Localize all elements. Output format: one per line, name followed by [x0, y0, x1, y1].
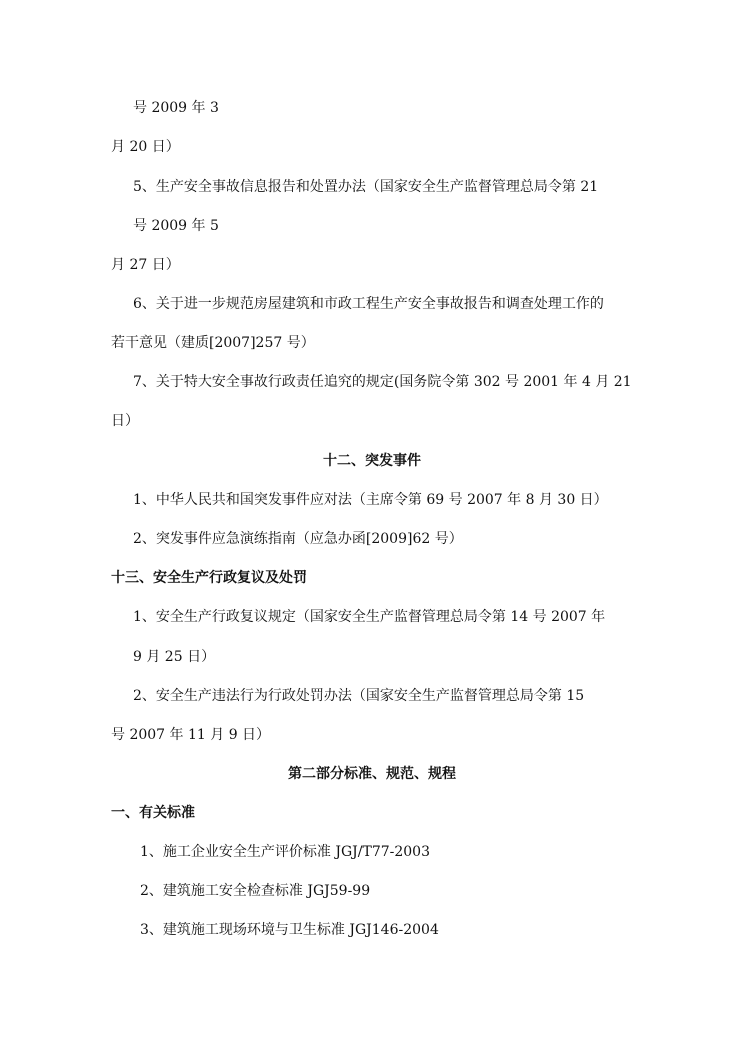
list-item: 2、突发事件应急演练指南（应急办函[2009]62 号）: [133, 531, 463, 547]
list-item: 2、建筑施工安全检查标准 JGJ59-99: [140, 883, 371, 899]
section-heading-12: 十二、突发事件: [323, 453, 421, 469]
text-line: 号 2007 年 11 月 9 日）: [111, 727, 271, 743]
text-line: 日）: [111, 413, 139, 429]
text-line: 9 月 25 日）: [133, 649, 216, 665]
text-line: 若干意见（建质[2007]257 号）: [111, 335, 315, 351]
list-item: 1、安全生产行政复议规定（国家安全生产监督管理总局令第 14 号 2007 年: [133, 609, 606, 625]
list-item: 6、关于进一步规范房屋建筑和市政工程生产安全事故报告和调查处理工作的: [133, 296, 604, 312]
list-item: 1、中华人民共和国突发事件应对法（主席令第 69 号 2007 年 8 月 30 日）: [133, 492, 608, 508]
part-heading: 第二部分标准、规范、规程: [288, 766, 456, 782]
list-item: 7、关于特大安全事故行政责任追究的规定(国务院令第 302 号 2001 年 4 月 21: [133, 374, 632, 390]
section-heading-13: 十三、安全生产行政复议及处罚: [111, 570, 307, 586]
text-line: 月 27 日）: [111, 257, 180, 273]
text-line: 月 20 日）: [111, 139, 180, 155]
sub-heading: 一、有关标准: [111, 805, 195, 821]
list-item: 5、生产安全事故信息报告和处置办法（国家安全生产监督管理总局令第 21: [133, 179, 599, 195]
text-line: 号 2009 年 5: [133, 218, 219, 234]
list-item: 3、建筑施工现场环境与卫生标准 JGJ146-2004: [140, 922, 439, 938]
text-line: 号 2009 年 3: [133, 100, 219, 116]
list-item: 2、安全生产违法行为行政处罚办法（国家安全生产监督管理总局令第 15: [133, 688, 585, 704]
list-item: 1、施工企业安全生产评价标准 JGJ/T77-2003: [140, 844, 430, 860]
